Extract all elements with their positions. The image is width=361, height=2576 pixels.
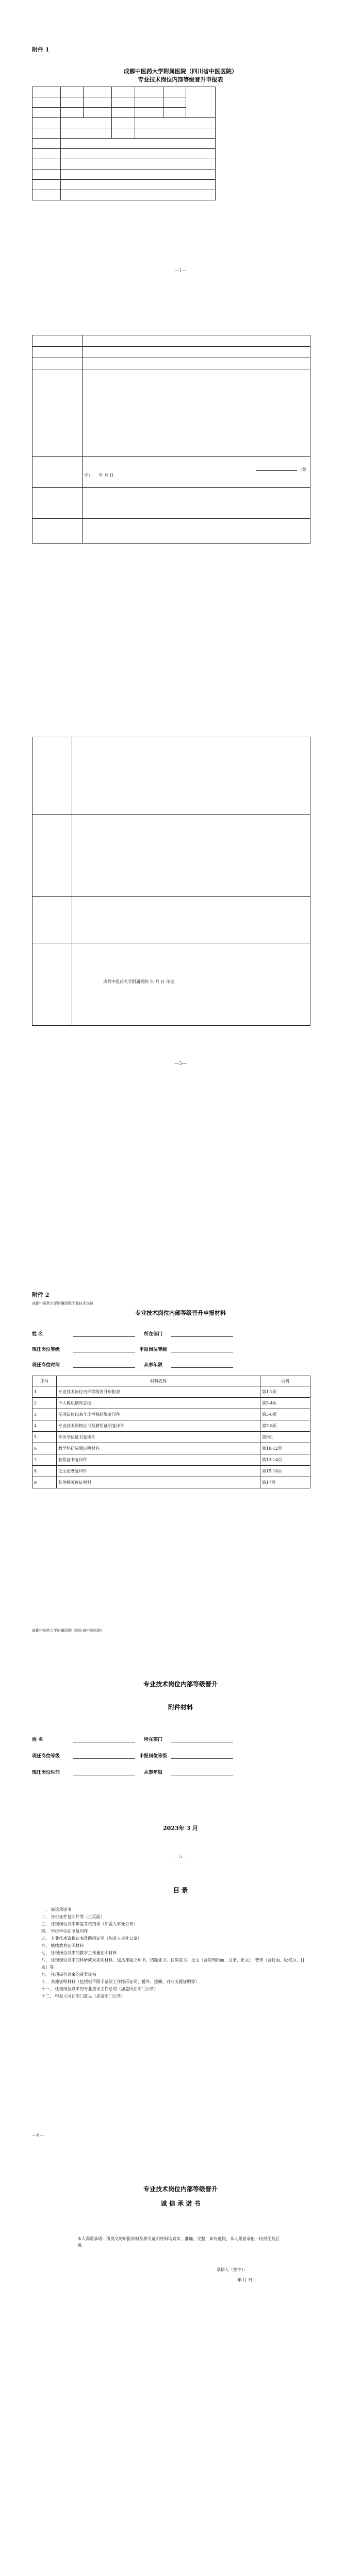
opinion-form-table xyxy=(32,335,310,544)
fields-block xyxy=(32,1321,310,1368)
cell-page: 第10-12页 xyxy=(260,1443,310,1454)
date-label: 年 月 日 xyxy=(99,472,114,478)
field-mid-label: 从事年限 xyxy=(143,1770,162,1775)
cell-page: 第1-2页 xyxy=(260,1386,310,1398)
toc-item: 十、 其他证明材料（包括但不限于基层工作经历证明、援外、援藏、对口支援证明等） xyxy=(41,1979,200,1984)
page-3 xyxy=(0,608,361,1144)
page-2 xyxy=(0,309,361,598)
small-header: 成都中医药大学附属医院专业技术岗位 xyxy=(32,1301,93,1306)
application-form-table xyxy=(32,87,216,200)
toc-item: 一、 诚信承诺书 xyxy=(41,1907,72,1912)
cell-page: 第13-14页 xyxy=(260,1454,310,1466)
pledge-body: 本人郑重承诺：所提交的申报材料及相关证明材料均真实、准确、完整，如有虚假，本人愿意承担一切责任及后果。 xyxy=(77,2236,280,2248)
cell-no: 9 xyxy=(32,1477,57,1488)
cell-no: 1 xyxy=(32,1386,57,1398)
pledge-title-line2: 诚 信 承 诺 书 xyxy=(160,2200,201,2207)
page-number: —6— xyxy=(32,2133,44,2138)
cell-name: 学历学位证书复印件 xyxy=(57,1432,260,1443)
field-label: 姓 名 xyxy=(32,1332,43,1337)
page-subtitle: 附件材料 xyxy=(168,1704,193,1711)
col-header: 材料名称 xyxy=(57,1376,260,1386)
cell-no: 3 xyxy=(32,1409,57,1420)
field-label: 现任岗位等级 xyxy=(32,1754,60,1759)
field-label: 现任岗位时间 xyxy=(32,1363,60,1368)
page-title-line2: 专业技术岗位内部等级晋升申报表 xyxy=(138,76,223,83)
cell-name: 获奖证书复印件 xyxy=(57,1454,260,1466)
small-header: 成都中医药大学附属医院（四川省中医医院） xyxy=(32,1629,104,1633)
field-mid-label: 申报岗位等级 xyxy=(139,1347,167,1352)
toc-item: 三、 任现岗位以来年度考核结果（加盖人事处公章） xyxy=(41,1922,138,1926)
cell-page: 第5-6页 xyxy=(260,1409,310,1420)
field-label: 姓 名 xyxy=(32,1737,43,1742)
toc-item: 二、 身份证件复印件等（正反面） xyxy=(41,1914,105,1919)
cell-name: 教学科研成果证明材料 xyxy=(57,1443,260,1454)
toc-item: 十二、 申报人所在部门意见（加盖部门公章） xyxy=(41,1994,125,1998)
toc-item: 十一、 任现岗位以来的专业技术工作总结（加盖所在部门公章） xyxy=(41,1987,158,1991)
toc-item: 五、 专业技术资格证书及聘用证明（加盖人事处公章） xyxy=(41,1936,142,1941)
field-label: 现任岗位时间 xyxy=(32,1770,60,1775)
cell-page: 第15-16页 xyxy=(260,1466,310,1477)
toc-list xyxy=(41,1906,309,2000)
pledge-sign: 承诺人（签字）： xyxy=(217,2267,248,2272)
col-header: 序号 xyxy=(32,1376,57,1386)
cell-page: 第3-4页 xyxy=(260,1398,310,1409)
page-4 xyxy=(0,1144,361,1628)
page-7 xyxy=(0,2164,361,2576)
page-1 xyxy=(0,0,361,289)
cell-name: 专业技术资格证书及聘用证明复印件 xyxy=(57,1420,260,1432)
cell-no: 7 xyxy=(32,1454,57,1466)
page-number: —3— xyxy=(174,1061,187,1066)
field-mid-label: 从事年限 xyxy=(143,1363,162,1368)
field-mid-label: 所在部门 xyxy=(143,1332,162,1337)
cell-name: 专业技术岗位内部等级晋升申报表 xyxy=(57,1386,260,1398)
cell-page: 第9页 xyxy=(260,1432,310,1443)
fields-block xyxy=(32,1726,310,1775)
page-title: 专业技术岗位内部等级晋升 xyxy=(143,1681,218,1688)
cell-name: 论文论著复印件 xyxy=(57,1466,260,1477)
annex-label: 附件 1 xyxy=(32,46,50,53)
cell-name: 任现岗位以来年度考核结果复印件 xyxy=(57,1409,260,1420)
cell-name: 其他相关佐证材料 xyxy=(57,1477,260,1488)
page-6 xyxy=(0,1886,361,2154)
page-title-line1: 成都中医药大学附属医院（四川省中医医院） xyxy=(124,68,237,75)
page-number: —5— xyxy=(174,1855,187,1860)
toc-item: 六、 继续教育证明材料 xyxy=(41,1943,84,1948)
cell-no: 5 xyxy=(32,1432,57,1443)
cell-page: 第7-8页 xyxy=(260,1420,310,1432)
cell-no: 2 xyxy=(32,1398,57,1409)
annex-label: 附件 2 xyxy=(32,1292,50,1298)
field-label: 现任岗位等级 xyxy=(32,1347,60,1352)
col-header: 页码 xyxy=(260,1376,310,1386)
toc-item: 八、 任现岗位以来的科研成果证明材料，包括课题立项书、结题证书、获奖证书、论文（含期刊封面、目录、正文）、著作（含封面、版权页、目录）等 xyxy=(41,1958,305,1970)
page-number: —1— xyxy=(174,268,187,273)
toc-title: 目 录 xyxy=(173,1887,188,1894)
cell-name: 个人履职情况总结 xyxy=(57,1398,260,1409)
cell-no: 6 xyxy=(32,1443,57,1454)
pledge-date: 年 月 日 xyxy=(237,2278,253,2282)
field-mid-label: 申报岗位等级 xyxy=(139,1754,167,1759)
page-title: 专业技术岗位内部等级晋升申报材料 xyxy=(135,1310,226,1316)
toc-item: 九、 任现岗位以来的获奖证书 xyxy=(41,1972,96,1977)
sign-label: （签字） xyxy=(84,467,307,478)
pledge-title-line1: 专业技术岗位内部等级晋升 xyxy=(143,2185,218,2193)
toc-item: 四、 学历学位证书复印件 xyxy=(41,1929,88,1934)
field-mid-label: 所在部门 xyxy=(143,1737,162,1742)
date-line: 2023年 3 月 xyxy=(163,1825,198,1832)
cell-no: 8 xyxy=(32,1466,57,1477)
cell-no: 4 xyxy=(32,1420,57,1432)
footer-text: 成都中医药大学附属医院 年 月 日 印发 xyxy=(103,979,175,984)
materials-table xyxy=(32,1376,310,1488)
toc-item: 七、 任现岗位以来的教学工作量证明材料 xyxy=(41,1951,117,1955)
cell-page: 第17页 xyxy=(260,1477,310,1488)
